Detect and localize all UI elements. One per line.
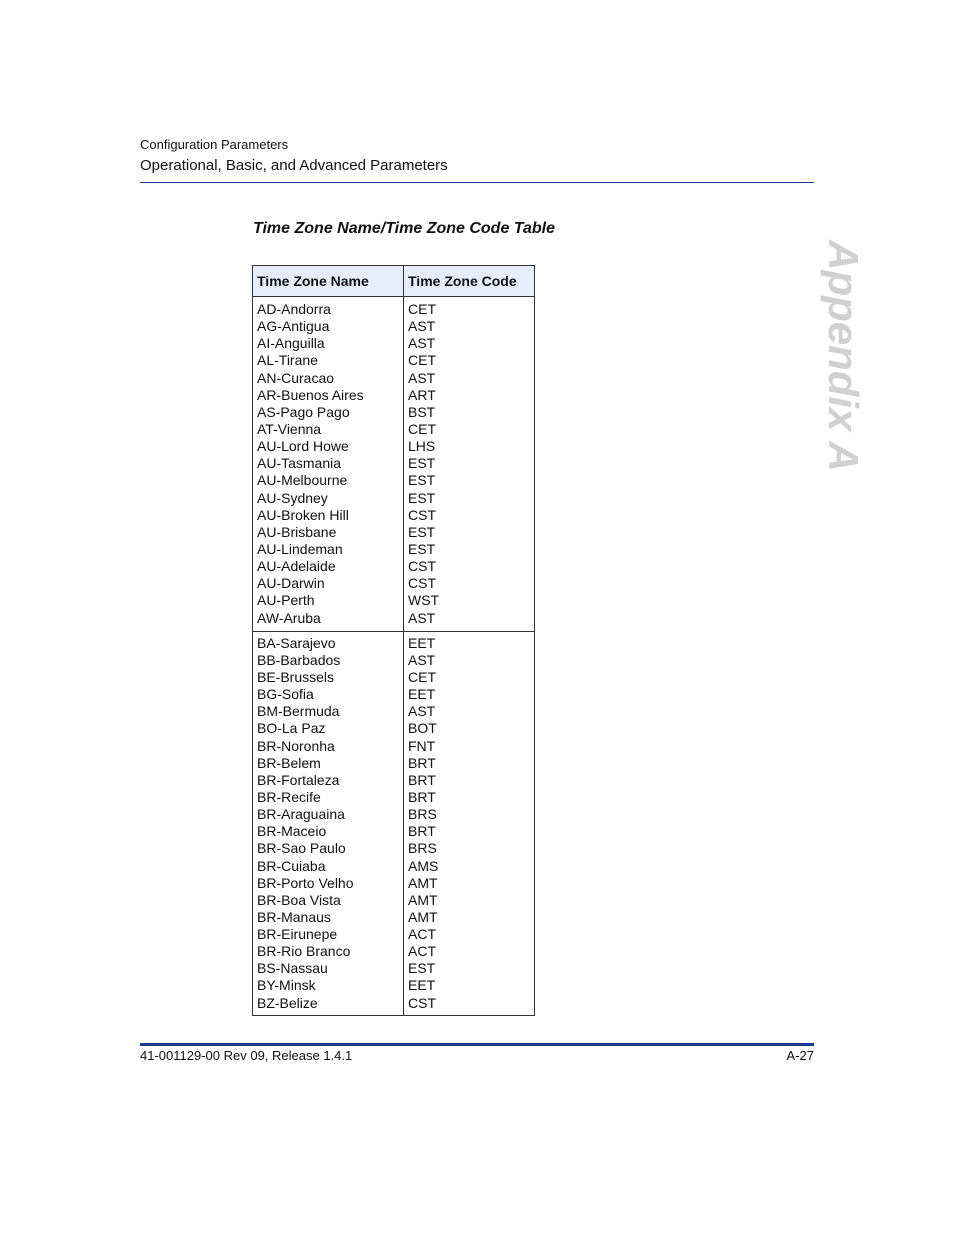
- time-zone-code-cell: ACT: [408, 926, 436, 943]
- footer-page-number: A-27: [786, 1048, 814, 1063]
- time-zone-name-cell: AU-Lord Howe: [257, 438, 349, 455]
- time-zone-code-cell: AST: [408, 609, 436, 626]
- column-header-code: Time Zone Code: [408, 273, 517, 289]
- table-group-a: [253, 297, 534, 632]
- time-zone-name-cell: AU-Tasmania: [257, 455, 342, 472]
- time-zone-name-cell: BR-Araguaina: [257, 806, 345, 823]
- time-zone-code-cell: CET: [408, 420, 436, 437]
- time-zone-name-cell: BE-Brussels: [257, 668, 335, 685]
- time-zone-name-cell: AU-Darwin: [257, 575, 325, 592]
- group-name-column: [253, 632, 404, 1015]
- table-header-row: [253, 266, 534, 297]
- time-zone-name-cell: BS-Nassau: [257, 960, 328, 977]
- time-zone-name-cell: AS-Pago Pago: [257, 403, 350, 420]
- time-zone-name-cell: AR-Buenos Aires: [257, 386, 364, 403]
- time-zone-code-cell: EET: [408, 686, 436, 703]
- time-zone-code-cell: CET: [408, 301, 436, 317]
- footer-doc-id: 41-001129-00 Rev 09, Release 1.4.1: [140, 1048, 353, 1063]
- time-zone-code-cell: LHS: [408, 438, 436, 455]
- header-divider: [140, 182, 814, 183]
- time-zone-code-cell: EST: [408, 472, 436, 489]
- time-zone-name-cell: AN-Curacao: [257, 369, 335, 386]
- table-group-b: [253, 632, 534, 1015]
- time-zone-code-cell: CST: [408, 575, 436, 592]
- time-zone-name-cell: BY-Minsk: [257, 977, 316, 994]
- appendix-side-tab: [812, 240, 874, 472]
- time-zone-code-cell: AST: [408, 335, 436, 352]
- time-zone-code-cell: AST: [408, 318, 436, 335]
- time-zone-name-cell: AU-Perth: [257, 592, 315, 609]
- appendix-side-tab-label: Appendix A: [820, 240, 867, 472]
- footer-divider: [140, 1043, 814, 1046]
- time-zone-code-cell: AMT: [408, 908, 438, 925]
- time-zone-code-cell: WST: [408, 592, 440, 609]
- column-header-name: Time Zone Name: [253, 266, 404, 296]
- time-zone-code-cell: BRT: [408, 771, 436, 788]
- time-zone-name-cell: BR-Boa Vista: [257, 891, 341, 908]
- time-zone-name-cell: AU-Melbourne: [257, 472, 348, 489]
- time-zone-name-cell: BR-Recife: [257, 788, 321, 805]
- time-zone-code-cell: AST: [408, 651, 436, 668]
- time-zone-code-cell: AMT: [408, 891, 438, 908]
- time-zone-code-cell: AMT: [408, 874, 438, 891]
- time-zone-code-cell: ACT: [408, 943, 436, 960]
- time-zone-name-cell: BR-Porto Velho: [257, 874, 354, 891]
- time-zone-code-cell: EST: [408, 960, 436, 977]
- time-zone-name-cell: BR-Noronha: [257, 737, 335, 754]
- time-zone-name-cell: AU-Brisbane: [257, 523, 337, 540]
- time-zone-table: [252, 265, 535, 1016]
- time-zone-name-cell: AW-Aruba: [257, 609, 321, 626]
- time-zone-name-cell: BR-Maceio: [257, 823, 327, 840]
- time-zone-name-cell: BM-Bermuda: [257, 703, 340, 720]
- time-zone-name-cell: BG-Sofia: [257, 686, 314, 703]
- time-zone-code-cell: BRS: [408, 806, 437, 823]
- time-zone-name-cell: AT-Vienna: [257, 420, 322, 437]
- time-zone-name-cell: BR-Cuiaba: [257, 857, 326, 874]
- table-title: Time Zone Name/Time Zone Code Table: [253, 220, 555, 237]
- time-zone-code-cell: EET: [408, 634, 436, 651]
- time-zone-name-cell: AD-Andorra: [257, 301, 331, 317]
- time-zone-name-cell: AL-Tirane: [257, 352, 318, 369]
- time-zone-name-cell: BR-Belem: [257, 754, 321, 771]
- time-zone-name-cell: BR-Rio Branco: [257, 943, 351, 960]
- time-zone-code-cell: EST: [408, 540, 436, 557]
- group-code-column: [404, 632, 534, 1015]
- time-zone-code-cell: EST: [408, 455, 436, 472]
- time-zone-code-cell: AST: [408, 369, 436, 386]
- time-zone-name-cell: BA-Sarajevo: [257, 634, 336, 651]
- time-zone-name-cell: BB-Barbados: [257, 651, 341, 668]
- time-zone-name-cell: AI-Anguilla: [257, 335, 325, 352]
- time-zone-code-cell: CST: [408, 994, 436, 1011]
- time-zone-code-cell: EST: [408, 489, 436, 506]
- time-zone-code-cell: BST: [408, 403, 436, 420]
- time-zone-name-cell: BR-Sao Paulo: [257, 840, 346, 857]
- time-zone-code-cell: CST: [408, 558, 436, 575]
- time-zone-code-cell: CET: [408, 668, 436, 685]
- group-name-column: [253, 297, 404, 631]
- time-zone-name-cell: AU-Lindeman: [257, 540, 343, 557]
- time-zone-code-cell: EET: [408, 977, 436, 994]
- time-zone-name-cell: BR-Manaus: [257, 908, 331, 925]
- header-subsection: Operational, Basic, and Advanced Parameters: [140, 157, 448, 174]
- time-zone-code-cell: CET: [408, 352, 436, 369]
- header-section: Configuration Parameters: [140, 137, 289, 152]
- time-zone-code-cell: BRT: [408, 823, 436, 840]
- time-zone-code-cell: FNT: [408, 737, 436, 754]
- time-zone-name-cell: AU-Broken Hill: [257, 506, 349, 523]
- time-zone-code-cell: BRT: [408, 788, 436, 805]
- time-zone-code-cell: BRS: [408, 840, 437, 857]
- time-zone-name-cell: BZ-Belize: [257, 994, 318, 1011]
- time-zone-name-cell: AU-Sydney: [257, 489, 328, 506]
- group-code-column: [404, 297, 534, 631]
- time-zone-code-cell: AMS: [408, 857, 439, 874]
- time-zone-name-cell: AG-Antigua: [257, 318, 330, 335]
- time-zone-code-cell: BOT: [408, 720, 437, 737]
- time-zone-name-cell: AU-Adelaide: [257, 558, 336, 575]
- time-zone-code-cell: EST: [408, 523, 436, 540]
- time-zone-name-cell: BO-La Paz: [257, 720, 326, 737]
- time-zone-code-cell: BRT: [408, 754, 436, 771]
- time-zone-code-cell: ART: [408, 386, 436, 403]
- time-zone-name-cell: BR-Fortaleza: [257, 771, 340, 788]
- time-zone-code-cell: AST: [408, 703, 436, 720]
- time-zone-code-cell: CST: [408, 506, 436, 523]
- time-zone-name-cell: BR-Eirunepe: [257, 926, 338, 943]
